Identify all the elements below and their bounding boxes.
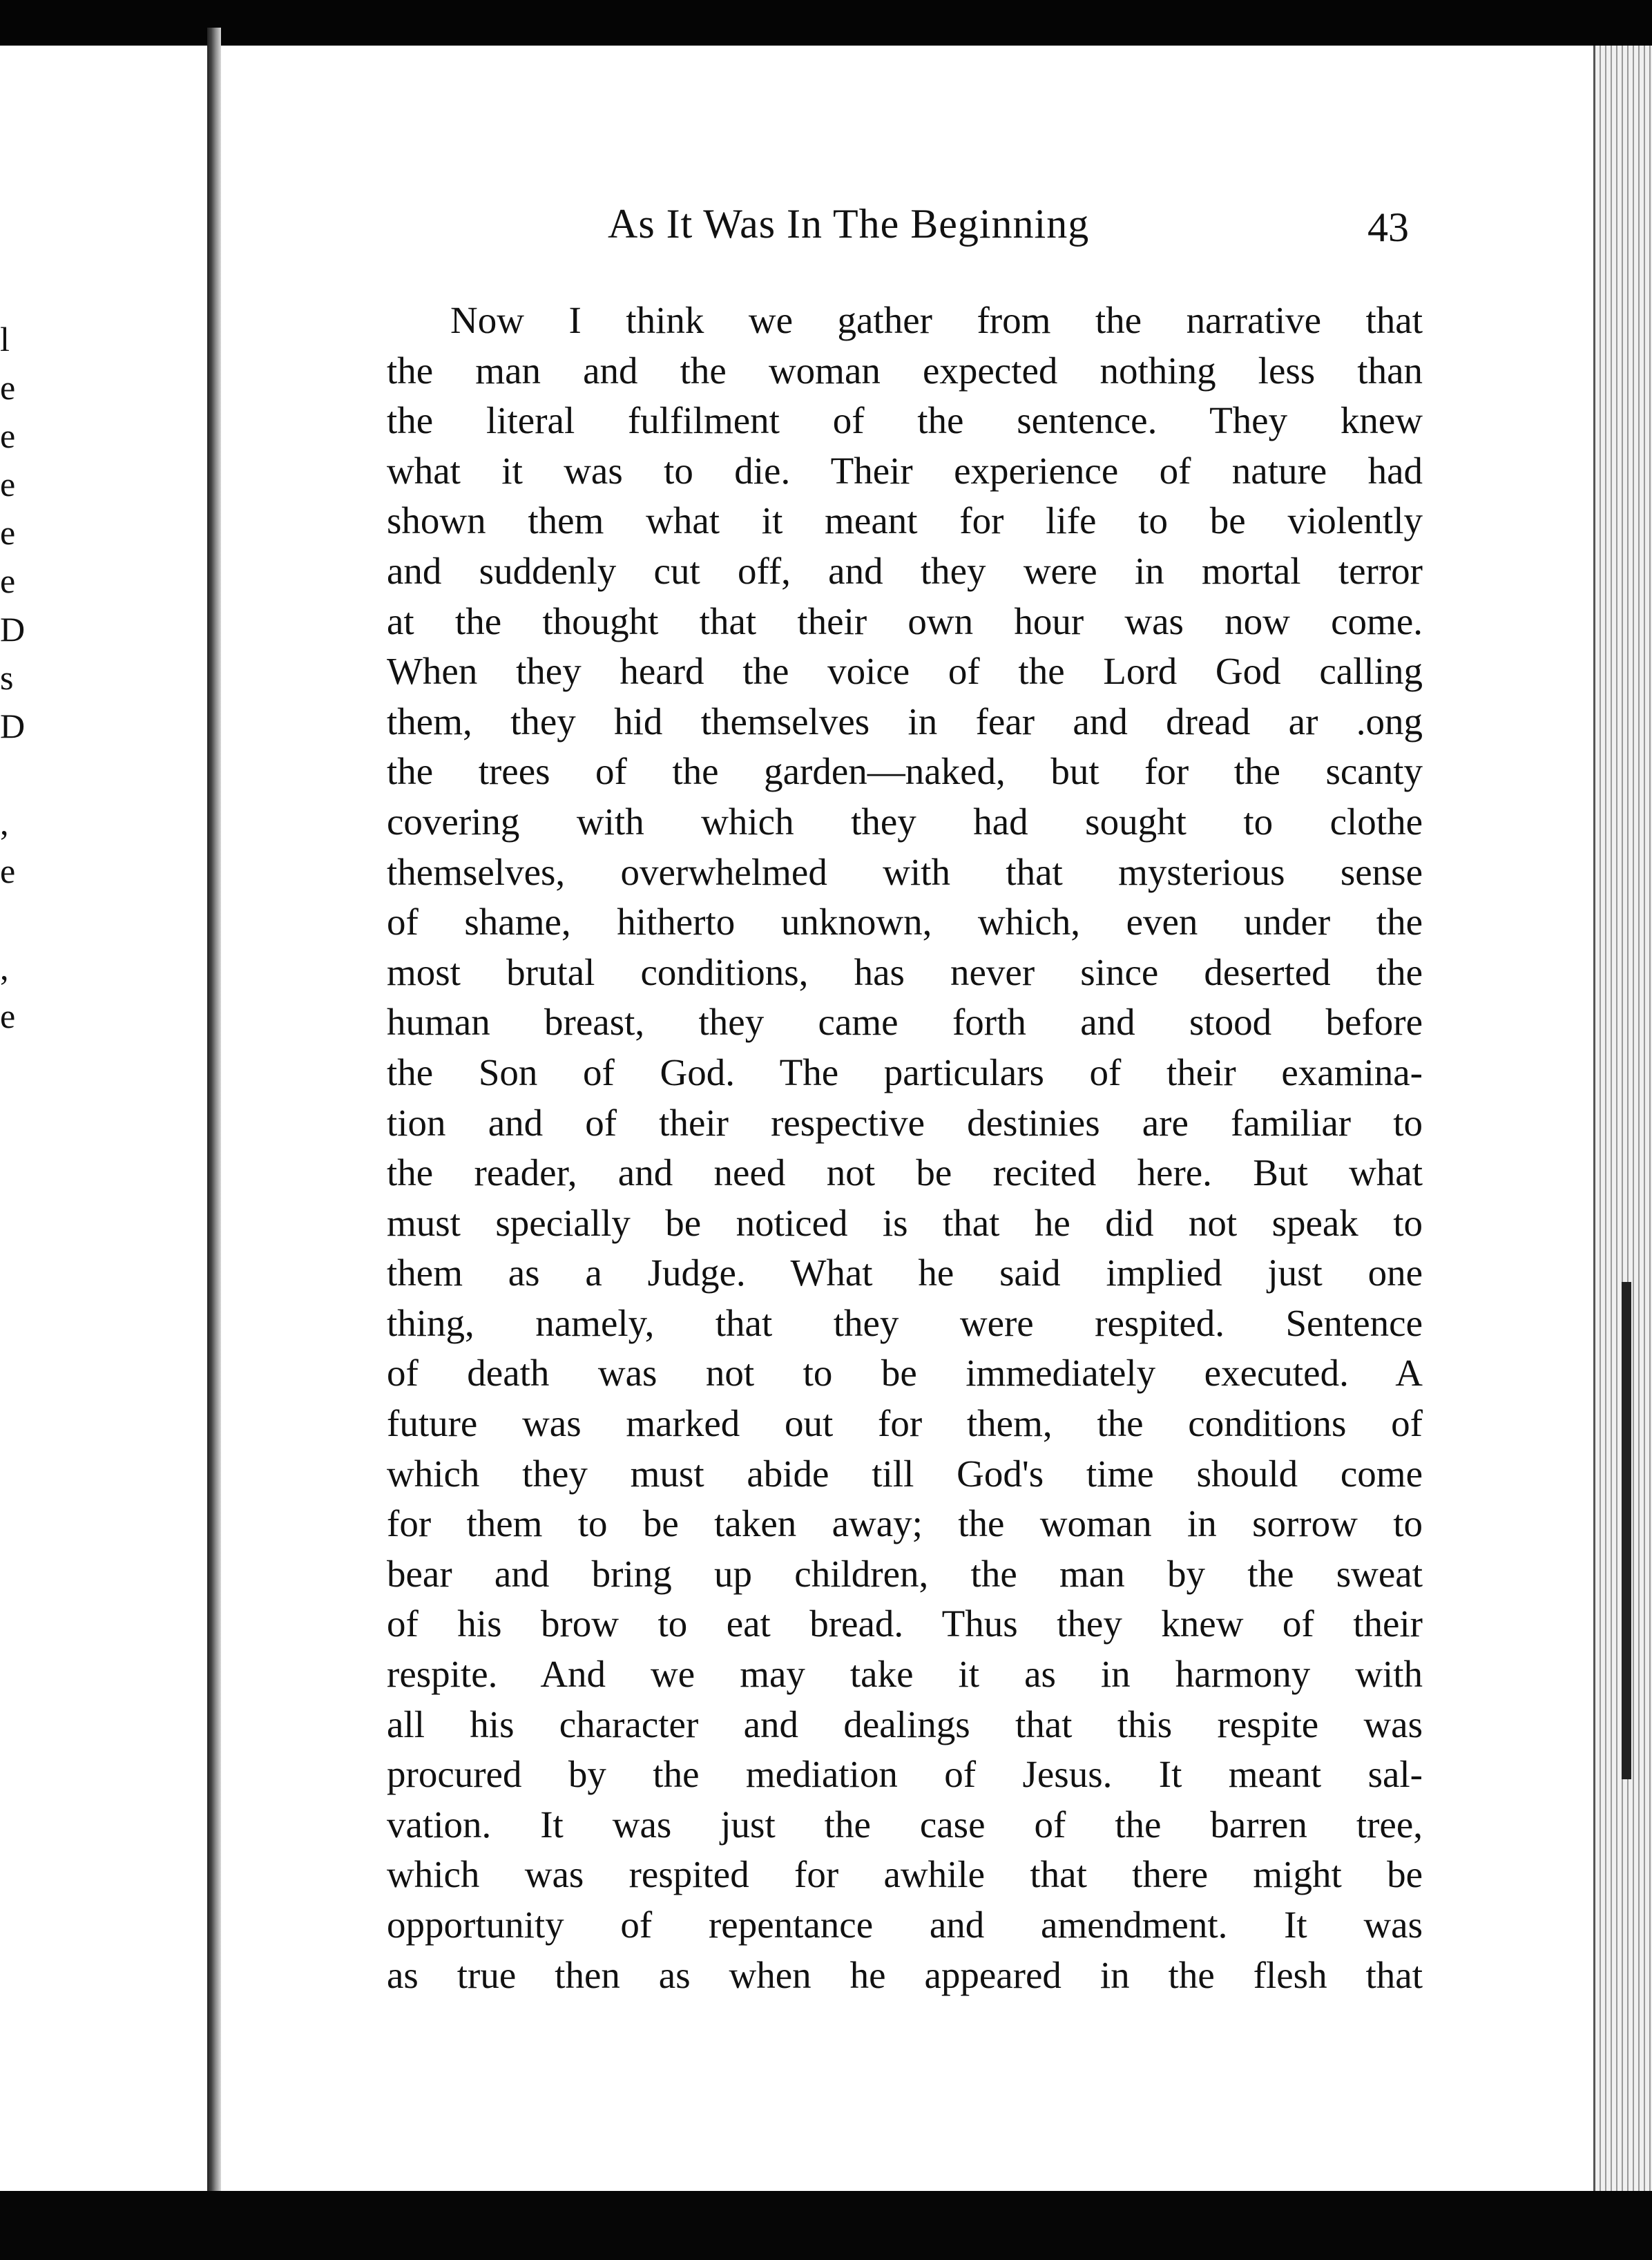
text-line: of shame, hitherto unknown, which, even under the xyxy=(387,901,1423,944)
text-line: of his brow to eat bread. Thus they knew of their xyxy=(387,1602,1423,1645)
text-line: which they must abide till God's time should come xyxy=(387,1452,1423,1495)
left-edge-letter: D xyxy=(0,707,26,745)
text-line: the trees of the garden—naked, but for the scanty xyxy=(387,750,1423,793)
left-page-edge xyxy=(0,46,207,2191)
text-line: at the thought that their own hour was now come. xyxy=(387,600,1423,642)
left-edge-letter: e xyxy=(0,513,16,552)
text-line: bear and bring up children, the man by the sweat xyxy=(387,1552,1423,1595)
text-line: thing, namely, that they were respited. Sentence xyxy=(387,1301,1423,1344)
page-edge-shadow xyxy=(1622,1282,1631,1779)
text-line: which was respited for awhile that there might be xyxy=(387,1853,1423,1896)
left-edge-letter: D xyxy=(0,610,26,649)
left-edge-letter: e xyxy=(0,562,16,600)
body-paragraph xyxy=(387,296,1423,2000)
text-line: human breast, they came forth and stood before xyxy=(387,1001,1423,1044)
page-number: 43 xyxy=(1367,204,1409,250)
text-line: Now I think we gather from the narrative that xyxy=(450,299,1423,341)
text-line: the Son of God. The particulars of their examina- xyxy=(387,1051,1423,1093)
text-line: as true then as when he appeared in the flesh that xyxy=(387,1953,1423,1996)
running-head: As It Was In The Beginning xyxy=(608,201,1090,247)
text-line: for them to be taken away; the woman in sorrow to xyxy=(387,1502,1423,1545)
text-line: themselves, overwhelmed with that mysterious sense xyxy=(387,850,1423,893)
text-line: tion and of their respective destinies are familiar to xyxy=(387,1101,1423,1144)
left-edge-letter xyxy=(0,750,21,798)
text-line: shown them what it meant for life to be violently xyxy=(387,499,1423,542)
text-line: the reader, and need not be recited here. But what xyxy=(387,1151,1423,1194)
left-edge-letter xyxy=(0,895,21,944)
text-line: vation. It was just the case of the barren tree, xyxy=(387,1803,1423,1846)
left-edge-letter: s xyxy=(0,658,14,697)
text-line: procured by the mediation of Jesus. It meant sal- xyxy=(387,1753,1423,1796)
text-line: of death was not to be immediately executed. A xyxy=(387,1352,1423,1395)
text-line: opportunity of repentance and amendment. It was xyxy=(387,1904,1423,1946)
text-line: future was marked out for them, the conditions of xyxy=(387,1402,1423,1445)
text-line: and suddenly cut off, and they were in mortal terror xyxy=(387,549,1423,592)
book-gutter xyxy=(207,28,221,2224)
left-edge-letter: e xyxy=(0,368,16,407)
left-edge-letter: e xyxy=(0,852,16,890)
scan-top-border xyxy=(0,0,1652,46)
text-line: covering with which they had sought to clothe xyxy=(387,800,1423,843)
text-line: respite. And we may take it as in harmony with xyxy=(387,1653,1423,1696)
left-edge-letter: e xyxy=(0,465,16,504)
text-line: them as a Judge. What he said implied just one xyxy=(387,1252,1423,1294)
text-line: the man and the woman expected nothing less than xyxy=(387,349,1423,392)
left-edge-letter: , xyxy=(0,948,9,987)
text-line: When they heard the voice of the Lord God calling xyxy=(387,650,1423,693)
left-edge-letter: l xyxy=(0,320,10,358)
text-line: all his character and dealings that this respite was xyxy=(387,1703,1423,1745)
page-edges xyxy=(1593,46,1652,2191)
text-line: must specially be noticed is that he did not speak to xyxy=(387,1201,1423,1244)
left-edge-letter: e xyxy=(0,416,16,455)
left-page-cropped-text xyxy=(0,315,26,1040)
text-line: the literal fulfilment of the sentence. They knew xyxy=(387,399,1423,442)
text-line: most brutal conditions, has never since deserted the xyxy=(387,950,1423,993)
text-line: them, they hid themselves in fear and dread ar .ong xyxy=(387,700,1423,743)
left-edge-letter: e xyxy=(0,997,16,1035)
left-edge-letter: , xyxy=(0,803,9,842)
text-line: what it was to die. Their experience of nature had xyxy=(387,449,1423,492)
scan-bottom-border xyxy=(0,2191,1652,2260)
